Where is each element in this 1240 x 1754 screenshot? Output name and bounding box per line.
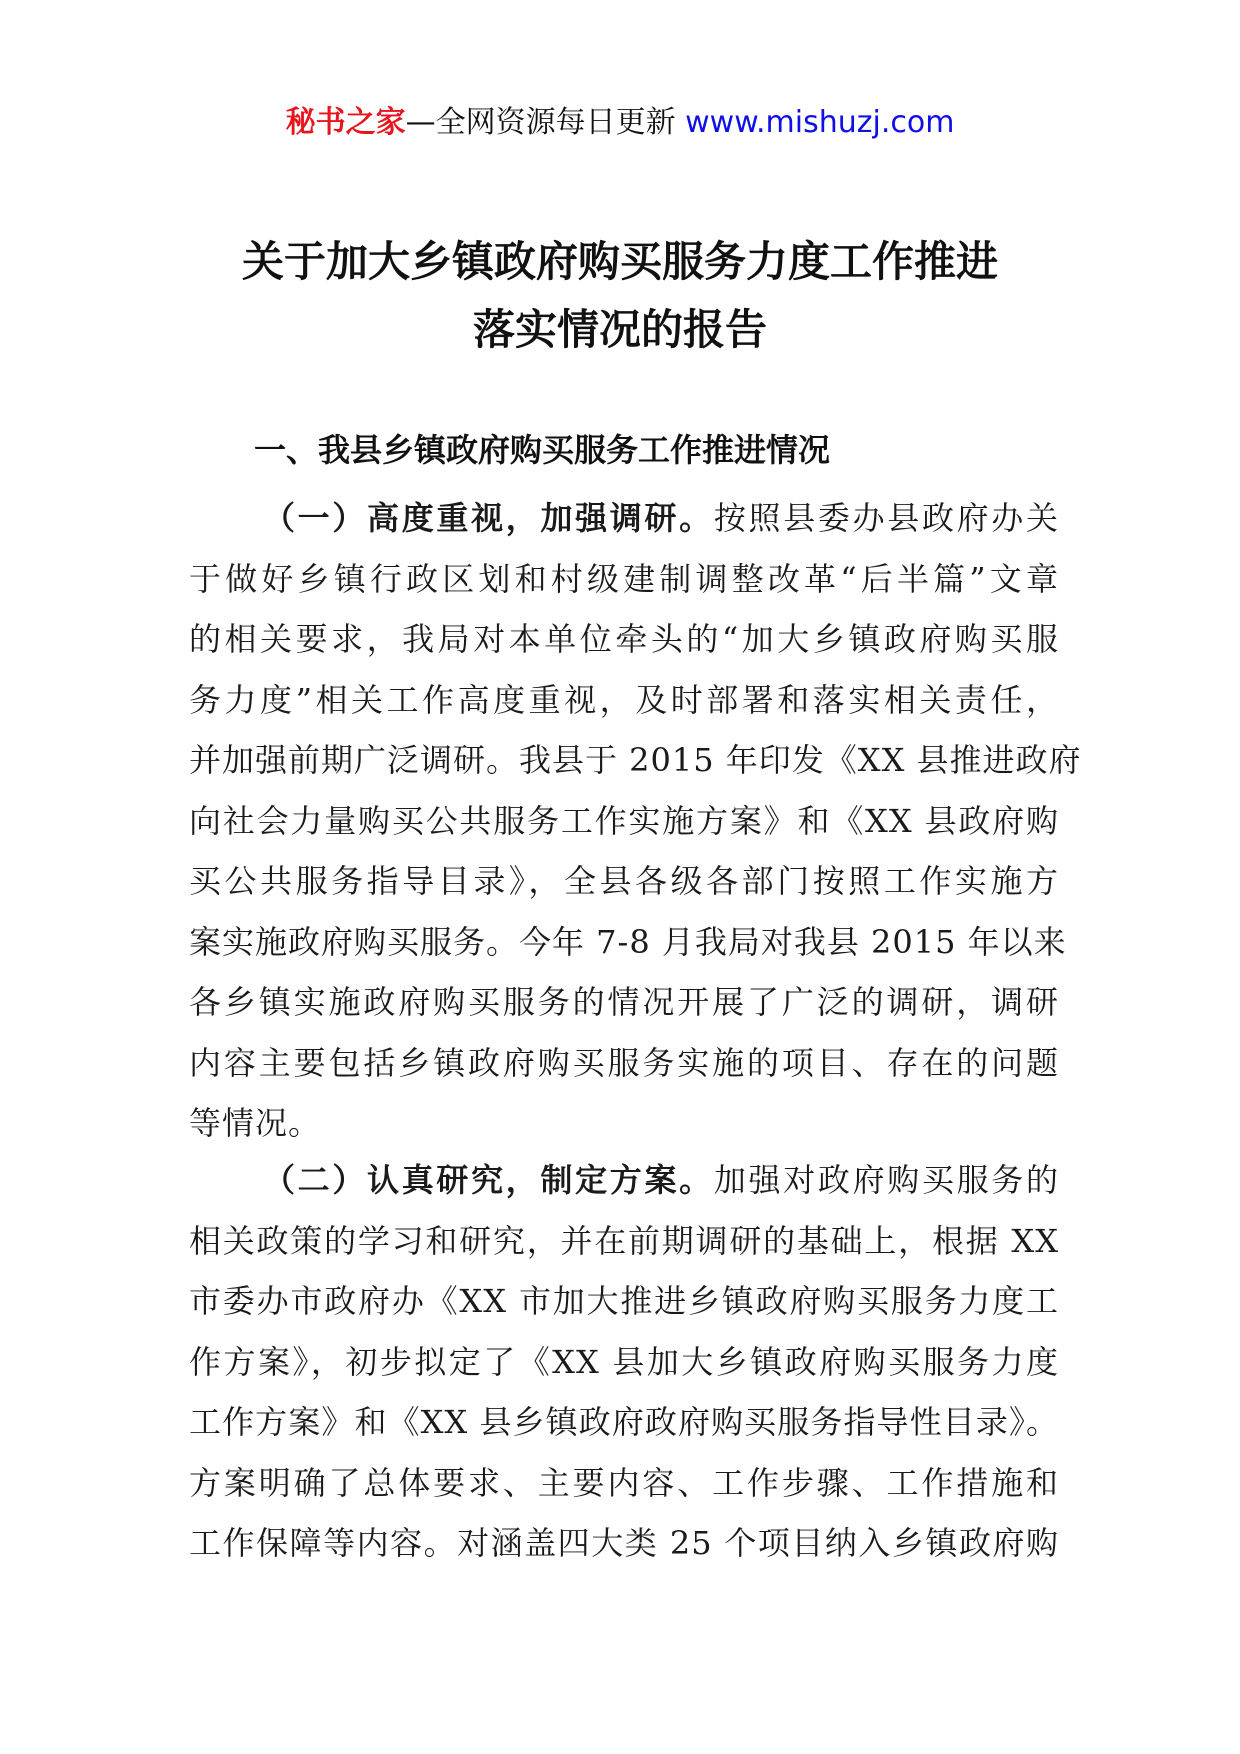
paragraph-line: [189, 488, 1059, 549]
document-title: [0, 228, 1240, 364]
paragraph-line: 方案明确了总体要求、主要内容、工作步骤、工作措施和: [189, 1463, 1059, 1502]
paragraph-line: 工作保障等内容。对涵盖四大类 25 个项目纳入乡镇政府购: [189, 1524, 1059, 1562]
banner-brand: 秘书之家: [285, 105, 406, 140]
paragraph-line: 市委办市政府办《XX 市加大推进乡镇政府购买服务力度工: [189, 1282, 1059, 1320]
site-banner: [0, 100, 1240, 146]
paragraph-text: 按照县委办县政府办关: [713, 499, 1059, 537]
paragraph-line: 内容主要包括乡镇政府购买服务实施的项目、存在的问题: [189, 1043, 1059, 1082]
paragraph-line: 相关政策的学习和研究，并在前期调研的基础上，根据 XX: [189, 1221, 1059, 1260]
paragraph-research-plan: [189, 1150, 1059, 1574]
document-title-line-2: 落实情况的报告: [472, 305, 767, 354]
paragraph-line: 买公共服务指导目录》，全县各级各部门按照工作实施方: [189, 862, 1059, 900]
document-title-line-1: 关于加大乡镇政府购买服务力度工作推进: [241, 237, 998, 286]
paragraph-line: [189, 1150, 1059, 1211]
paragraph-text: 加强对政府购买服务的: [713, 1161, 1059, 1199]
paragraph-lead: （二）认真研究，制定方案。: [263, 1161, 714, 1199]
paragraph-line: 工作方案》和《XX 县乡镇政府政府购买服务指导性目录》。: [189, 1403, 1059, 1441]
paragraph-line: 案实施政府购买服务。今年 7-8 月我局对我县 2015 年以来: [189, 922, 1067, 961]
paragraph-line: 等情况。: [189, 1104, 322, 1142]
banner-tagline: —全网资源每日更新: [405, 105, 686, 140]
paragraph-line: 于做好乡镇行政区划和村级建制调整改革“后半篇”文章: [189, 559, 1059, 598]
paragraph-line: 务力度”相关工作高度重视，及时部署和落实相关责任，: [189, 680, 1059, 719]
paragraph-lead: （一）高度重视，加强调研。: [263, 499, 714, 537]
paragraph-high-attention: [189, 488, 1082, 1154]
paragraph-line: 的相关要求，我局对本单位牵头的“加大乡镇政府购买服: [189, 620, 1059, 658]
paragraph-line: 并加强前期广泛调研。我县于 2015 年印发《XX 县推进政府: [189, 741, 1082, 779]
banner-url-link[interactable]: www.mishuzj.com: [685, 105, 955, 140]
section-heading: 一、我县乡镇政府购买服务工作推进情况: [254, 431, 831, 469]
paragraph-line: 向社会力量购买公共服务工作实施方案》和《XX 县政府购: [189, 801, 1059, 840]
paragraph-line: 各乡镇实施政府购买服务的情况开展了广泛的调研，调研: [189, 983, 1059, 1021]
paragraph-line: 作方案》，初步拟定了《XX 县加大乡镇政府购买服务力度: [189, 1342, 1059, 1381]
